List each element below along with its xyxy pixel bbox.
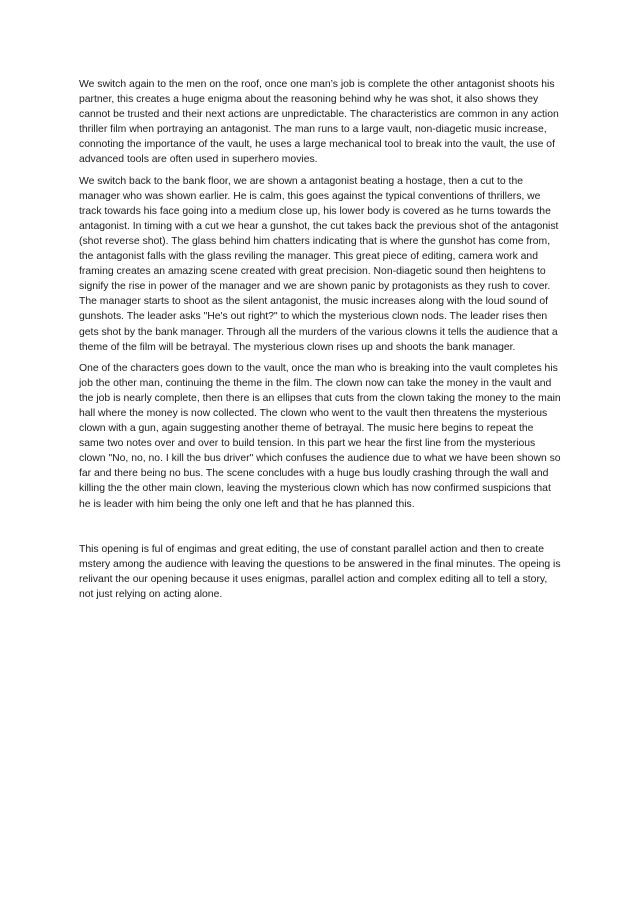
paragraph-conclusion: This opening is ful of engimas and great editing, the use of constant parallel action and then to create mstery among the audience with leaving the questions to be answered in the final minutes. The opeing is relivant the our opening because it uses enigmas, parallel action and complex editing all to tell a story, not just relying on acting alone.	[79, 543, 561, 600]
paragraph-spacer	[79, 518, 561, 542]
paragraph-roof-scene: We switch again to the men on the roof, once one man’s job is complete the other antagonist shoots his partner, this creates a huge enigma about the reasoning behind why he was shot, it also shows they cannot be trusted and their next actions are unpredictable. The characteristics are common in any action thriller film when portraying an antagonist. The man runs to a large vault, non-diagetic music increase, connoting the importance of the vault, he uses a large mechanical tool to break into the vault, the use of advanced tools are often used in superhero movies.	[79, 79, 559, 166]
document-page	[79, 77, 561, 608]
paragraph-bank-floor-scene: We switch back to the bank floor, we are shown a antagonist beating a hostage, then a cut to the manager who was shown earlier. He is calm, this goes against the typical conventions of thrillers, we track towards his face going into a medium close up, his lower body is covered as he turns towards the antagonist. In timing with a cut we hear a gunshot, the cut takes back the previous shot of the antagonist (shot reverse shot). The glass behind him chatters indicating that is where the gunshot has come from, the antagonist falls with the glass reviling the manager. This great piece of editing, camera work and framing creates an amazing scene created with great precision. Non-diagetic sound then heightens to signify the rise in power of the manager and we are shown panic by protagonists as they rush to cover. The manager starts to shoot as the silent antagonist, the music increases along with the loud sound of gunshots. The leader asks "He's out right?" to which the mysterious clown nods. The leader rises then gets shot by the bank manager. Through all the murders of the various clowns it tells the audience that a theme of the film will be betrayal. The mysterious clown rises up and shoots the bank manager.	[79, 175, 559, 353]
paragraph-vault-scene: One of the characters goes down to the vault, once the man who is breaking into the vault completes his job the other man, continuing the theme in the film. The clown now can take the money in the vault and the job is nearly complete, then there is an ellipses that cuts from the clown taking the money to the main hall where the money is now collected. The clown who went to the vault then threatens the mysterious clown with a gun, again suggesting another theme of betrayal. The music here begins to repeat the same two notes over and over to build tension. In this part we hear the first line from the mysterious clown "No, no, no. I kill the bus driver" which confuses the audience due to what we have been shown so far and there being no bus. The scene concludes with a huge bus loudly crashing through the wall and killing the the other main clown, leaving the mysterious clown which has now confirmed suspicions that he is leader with him being the only one left and that he has planned this.	[79, 362, 561, 510]
